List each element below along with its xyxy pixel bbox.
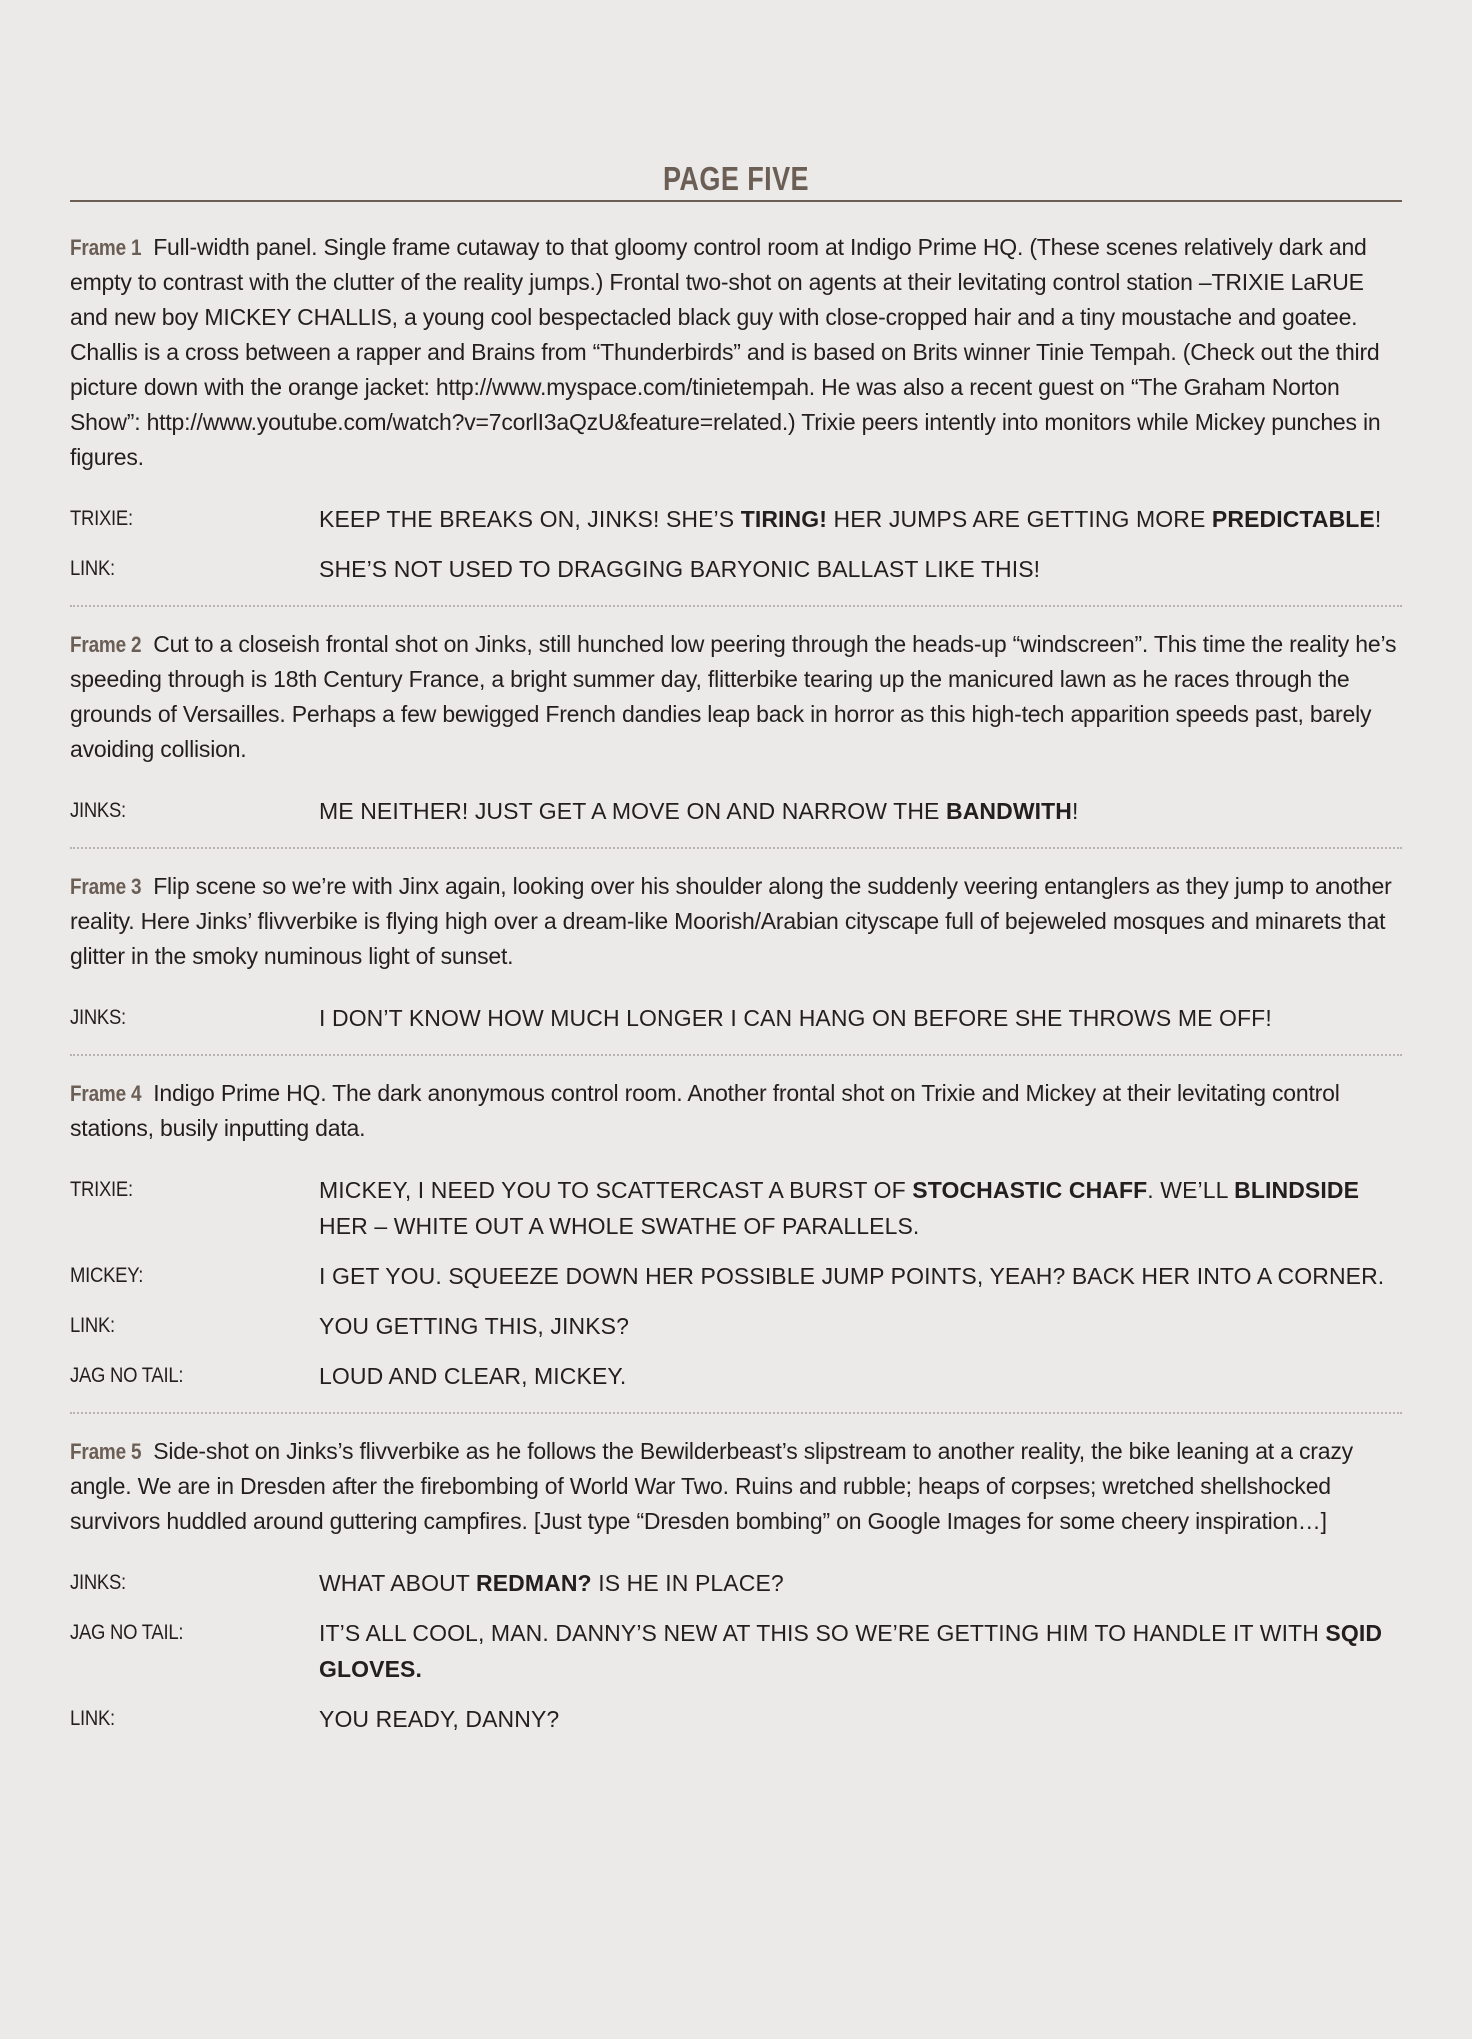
dialog-emphasis: STOCHASTIC CHAFF [912, 1177, 1148, 1203]
dialog-emphasis: TIRING! [740, 506, 828, 532]
frame-description-text: Indigo Prime HQ. The dark anonymous control room. Another frontal shot on Trixie and Mickey at their levitating control stations, busily inputting data. [70, 1080, 1340, 1141]
dialog-text: HER JUMPS ARE GETTING MORE [827, 506, 1212, 532]
dialog-row [70, 1308, 1402, 1344]
frame-description [70, 869, 1402, 974]
speaker-name: JINKS: [70, 1571, 126, 1594]
dialog-row [70, 1701, 1402, 1737]
script-page [70, 160, 1402, 1751]
dialog-text: I GET YOU. SQUEEZE DOWN HER POSSIBLE JUMP POINTS, YEAH? BACK HER INTO A CORNER. [319, 1263, 1385, 1289]
speaker-name: LINK: [70, 1314, 115, 1337]
speaker-name: LINK: [70, 557, 115, 580]
speaker-name: JINKS: [70, 799, 126, 822]
dialog-text: ! [1374, 506, 1382, 532]
dialog-emphasis: SQID GLOVES. [319, 1620, 1383, 1682]
frame-divider [70, 605, 1402, 607]
speaker-name: TRIXIE: [70, 1178, 133, 1201]
speaker-name: JINKS: [70, 1006, 126, 1029]
speaker-name: TRIXIE: [70, 507, 133, 530]
frame-description [70, 230, 1402, 475]
dialog-row [70, 1615, 1402, 1687]
dialog-line [319, 1565, 1402, 1601]
frame-label: Frame 1 [70, 235, 142, 260]
frame-description-text: Cut to a closeish frontal shot on Jinks, still hunched low peering through the heads-up “windscreen”. This time the reality he’s speeding through is 18th Century France, a bright summer day, flitterbike tearing up the manicured lawn as he races through the grounds of Versailles. Perhaps a few bewigged French dandies leap back in horror as this high-tech apparition speeds past, barely avoiding collision. [70, 631, 1397, 762]
dialog-text: WHAT ABOUT [319, 1570, 477, 1596]
dialog-text: HER – WHITE OUT A WHOLE SWATHE OF PARALLELS. [319, 1213, 920, 1239]
speaker-name: MICKEY: [70, 1264, 144, 1287]
frame-5 [70, 1434, 1402, 1737]
dialog-line [319, 1701, 1402, 1737]
frame-divider [70, 847, 1402, 849]
frame-description-text: Flip scene so we’re with Jinx again, looking over his shoulder along the suddenly veering entanglers as they jump to another reality. Here Jinks’ flivverbike is flying high over a dream-like Moorish/Arabian cityscape full of bejeweled mosques and minarets that glitter in the smoky numinous light of sunset. [70, 873, 1392, 969]
dialog-row [70, 1358, 1402, 1394]
dialog-text: YOU GETTING THIS, JINKS? [319, 1313, 629, 1339]
frame-description-text: Full-width panel. Single frame cutaway to that gloomy control room at Indigo Prime HQ. (These scenes relatively dark and empty to contrast with the clutter of the reality jumps.) Frontal two-shot on agents at their levitating control station –TRIXIE LaRUE and new boy MICKEY CHALLIS, a young cool bespectacled black guy with close-cropped hair and a tiny moustache and goatee. Challis is a cross between a rapper and Brains from “Thunderbirds” and is based on Brits winner Tinie Tempah. (Check out the third picture down with the orange jacket: http://www.myspace.com/tinietempah. He was also a recent guest on “The Graham Norton Show”: http://www.youtube.com/watch?v=7corlI3aQzU&feature=related.) Trixie peers intently into monitors while Mickey punches in figures. [70, 234, 1381, 470]
dialog-text: ME NEITHER! JUST GET A MOVE ON AND NARROW THE [319, 798, 946, 824]
dialog-line [319, 1258, 1402, 1294]
dialog-text: LOUD AND CLEAR, MICKEY. [319, 1363, 627, 1389]
dialog-text: IT’S ALL COOL, MAN. DANNY’S NEW AT THIS SO WE’RE GETTING HIM TO HANDLE IT WITH [319, 1620, 1326, 1646]
frame-divider [70, 1054, 1402, 1056]
dialog-text: IS HE IN PLACE? [591, 1570, 784, 1596]
dialog-row [70, 1258, 1402, 1294]
frame-description [70, 1076, 1402, 1146]
dialog-row [70, 501, 1402, 537]
dialog-text: MICKEY, I NEED YOU TO SCATTERCAST A BURST OF [319, 1177, 913, 1203]
frame-label: Frame 3 [70, 874, 142, 899]
frame-divider [70, 1412, 1402, 1414]
dialog-text: ! [1071, 798, 1079, 824]
dialog-row [70, 1565, 1402, 1601]
dialog-text: I DON’T KNOW HOW MUCH LONGER I CAN HANG ON BEFORE SHE THROWS ME OFF! [319, 1005, 1272, 1031]
dialog-text: YOU READY, DANNY? [319, 1706, 560, 1732]
frame-3 [70, 869, 1402, 1036]
dialog-line [319, 501, 1402, 537]
frame-label: Frame 2 [70, 632, 142, 657]
dialog-emphasis: PREDICTABLE [1211, 506, 1375, 532]
dialog-row [70, 551, 1402, 587]
frame-description-text: Side-shot on Jinks’s flivverbike as he follows the Bewilderbeast’s slipstream to another reality, the bike leaning at a crazy angle. We are in Dresden after the firebombing of World War Two. Ruins and rubble; heaps of corpses; wretched shellshocked survivors huddled around guttering campfires. [Just type “Dresden bombing” on Google Images for some cheery inspiration…] [70, 1438, 1353, 1534]
frame-1 [70, 230, 1402, 587]
dialog-emphasis: REDMAN? [476, 1570, 592, 1596]
dialog-row [70, 1172, 1402, 1244]
speaker-name: JAG NO TAIL: [70, 1621, 184, 1644]
title-rule [70, 200, 1402, 202]
frame-description [70, 627, 1402, 767]
dialog-row [70, 1000, 1402, 1036]
frame-description [70, 1434, 1402, 1539]
dialog-line [319, 1308, 1402, 1344]
dialog-line [319, 1172, 1402, 1244]
frame-label: Frame 5 [70, 1439, 142, 1464]
dialog-emphasis: BANDWITH [945, 798, 1072, 824]
dialog-emphasis: BLINDSIDE [1234, 1177, 1360, 1203]
dialog-line [319, 1000, 1402, 1036]
speaker-name: JAG NO TAIL: [70, 1364, 184, 1387]
frames-container [70, 230, 1402, 1737]
speaker-name: LINK: [70, 1707, 115, 1730]
frame-2 [70, 627, 1402, 829]
frame-4 [70, 1076, 1402, 1394]
dialog-text: KEEP THE BREAKS ON, JINKS! SHE’S [319, 506, 741, 532]
dialog-text: . WE’LL [1147, 1177, 1235, 1203]
dialog-line [319, 793, 1402, 829]
frame-label: Frame 4 [70, 1081, 142, 1106]
dialog-row [70, 793, 1402, 829]
dialog-line [319, 1358, 1402, 1394]
dialog-line [319, 1615, 1402, 1687]
page-title: PAGE FIVE [662, 160, 810, 197]
dialog-line [319, 551, 1402, 587]
dialog-text: SHE’S NOT USED TO DRAGGING BARYONIC BALLAST LIKE THIS! [319, 556, 1041, 582]
